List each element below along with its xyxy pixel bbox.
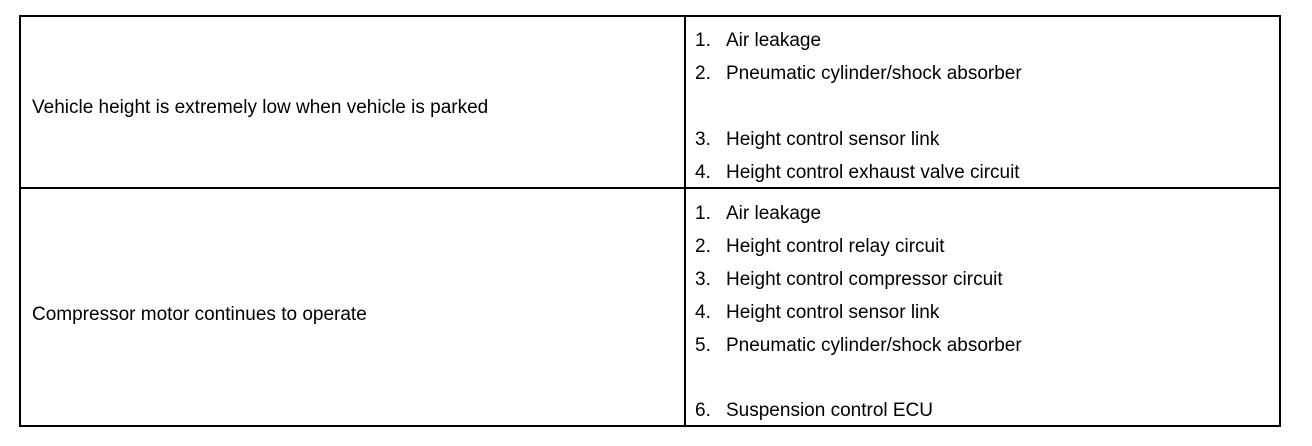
- cause-item: [695, 129, 939, 151]
- cause-text: Pneumatic cylinder/shock absorber: [726, 63, 1022, 84]
- cause-item: [695, 63, 1022, 85]
- cause-number: 2.: [695, 236, 711, 257]
- cause-text: Height control compressor circuit: [726, 269, 1003, 290]
- troubleshooting-table: [19, 15, 1281, 427]
- cause-item: [695, 302, 939, 324]
- cause-number: 1.: [695, 30, 711, 51]
- cause-number: 2.: [695, 63, 711, 84]
- cause-text: Air leakage: [726, 203, 822, 224]
- cause-item: [695, 203, 821, 225]
- cause-text: Suspension control ECU: [726, 400, 933, 421]
- causes-cell: [686, 189, 1279, 425]
- cause-text: Height control sensor link: [726, 129, 940, 150]
- cause-number: 3.: [695, 129, 711, 150]
- cause-number: 4.: [695, 162, 711, 183]
- cause-item: [695, 30, 821, 52]
- cause-text: Air leakage: [726, 30, 822, 51]
- cause-item: [695, 162, 1020, 184]
- cause-number: 3.: [695, 269, 711, 290]
- symptom-cell: [21, 189, 686, 425]
- cause-text: Height control sensor link: [726, 302, 940, 323]
- cause-text: Height control exhaust valve circuit: [726, 162, 1020, 183]
- causes-cell: [686, 17, 1279, 187]
- cause-text: Pneumatic cylinder/shock absorber: [726, 335, 1022, 356]
- cause-item: [695, 335, 1022, 357]
- cause-number: 6.: [695, 400, 711, 421]
- symptom-cell: [21, 17, 686, 187]
- symptom-text: Vehicle height is extremely low when vehicle is parked: [32, 97, 489, 118]
- cause-item: [695, 400, 933, 422]
- cause-text: Height control relay circuit: [726, 236, 945, 257]
- cause-number: 4.: [695, 302, 711, 323]
- cause-item: [695, 236, 945, 258]
- cause-number: 1.: [695, 203, 711, 224]
- symptom-text: Compressor motor continues to operate: [32, 304, 367, 325]
- table-row: [21, 189, 1279, 425]
- table-row: [21, 17, 1279, 189]
- cause-item: [695, 269, 1003, 291]
- cause-number: 5.: [695, 335, 711, 356]
